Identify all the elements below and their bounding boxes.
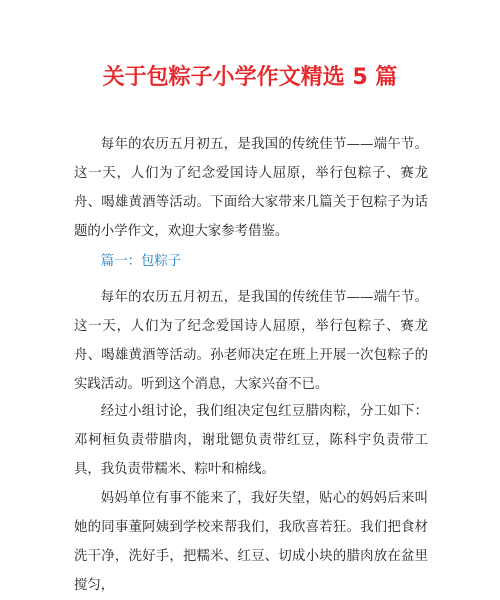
section-heading: 篇一：包粽子 (100, 254, 182, 269)
intro-paragraph (74, 130, 428, 246)
paragraph-text: 每年的农历五月初五，是我国的传统佳节——端午节。这一天，人们为了纪念爱国诗人屈原，举行包粽子、赛龙舟、喝雄黄酒等活动。孙老师决定在班上开展一次包粽子的实践活动。听到这个消息，大家兴奋不已。 (74, 290, 428, 392)
body-paragraph-3 (74, 484, 428, 600)
paragraph-text: 每年的农历五月初五，是我国的传统佳节——端午节。这一天，人们为了纪念爱国诗人屈原，举行包粽子、赛龙舟、喝雄黄酒等活动。下面给大家带来几篇关于包粽子为话题的小学作文，欢迎大家参考借鉴。 (74, 137, 428, 239)
paragraph-text: 妈妈单位有事不能来了，我好失望，贴心的妈妈后来叫她的同事董阿姨到学校来帮我们，我欣喜若狂。我们把食材洗干净，洗好手，把糯米、红豆、切成小块的腊肉放在盆里搅匀， (74, 491, 428, 593)
body-paragraph-1 (74, 283, 428, 399)
body-paragraph-2 (74, 397, 428, 484)
paragraph-text: 经过小组讨论，我们组决定包红豆腊肉粽，分工如下：邓柯桓负责带腊肉，谢玭锶负责带红豆，陈科宇负责带工具，我负责带糯米、粽叶和棉线。 (74, 404, 428, 477)
document-title: 关于包粽子小学作文精选 5 篇 (102, 65, 398, 90)
